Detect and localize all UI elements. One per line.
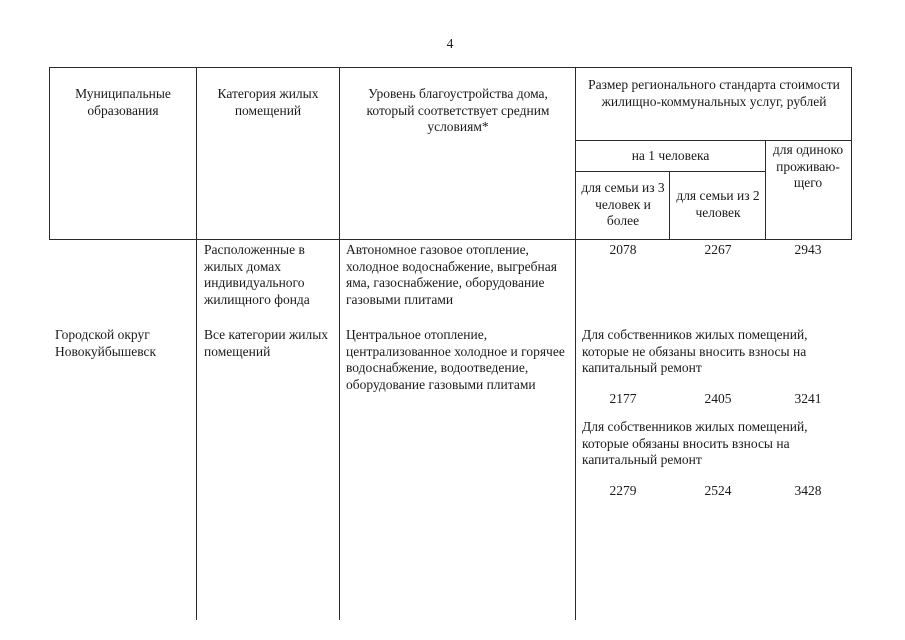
row1-value-family2: 2267: [704, 242, 732, 257]
header-standard: Размер регионального стандарта стоимости жилищно-коммунальных услуг, рублей: [588, 77, 840, 109]
header-municipality: Муниципальные образования: [75, 86, 171, 118]
row2-category: Все категории жилых помещений: [204, 327, 329, 359]
row1-level: Автономное газовое отопление, холодное водоснабжение, выгребная яма, газоснабжение, оборудование газовыми плитами: [346, 242, 557, 307]
row2-municipality: Городской округ Новокуйбышевск: [55, 327, 157, 359]
row2-group1-note: Для собственников жилых помещений, которые не обязаны вносить взносы на капитальный ремонт: [582, 327, 808, 375]
row1-category: Расположенные в жилых домах индивидуального жилищного фонда: [204, 242, 310, 307]
header-level: Уровень благоустройства дома, который соответствует средним условиям*: [366, 86, 550, 134]
header-category: Категория жилых помещений: [217, 86, 319, 118]
row2-group1-value-family2: 2405: [704, 391, 732, 406]
row2-group2-value-single: 3428: [794, 483, 822, 498]
header-single: для одиноко проживаю-щего: [772, 142, 844, 190]
row1-value-single: 2943: [794, 242, 822, 257]
row2-group1-value-family3: 2177: [609, 391, 637, 406]
header-family-3: для семьи из 3 человек и более: [581, 180, 665, 228]
row2-group2-value-family3: 2279: [609, 483, 637, 498]
header-per-person: на 1 человека: [631, 148, 710, 163]
row2-group2-value-family2: 2524: [704, 483, 732, 498]
row2-group2-note: Для собственников жилых помещений, которые обязаны вносить взносы на капитальный ремонт: [582, 419, 808, 467]
row1-value-family3: 2078: [609, 242, 637, 257]
row2-level: Центральное отопление, централизованное холодное и горячее водоснабжение, водоотведение, оборудование газовыми плитами: [346, 327, 565, 392]
row2-group1-value-single: 3241: [794, 391, 822, 406]
page-number: 4: [446, 36, 454, 51]
header-family-2: для семьи из 2 человек: [676, 188, 760, 220]
